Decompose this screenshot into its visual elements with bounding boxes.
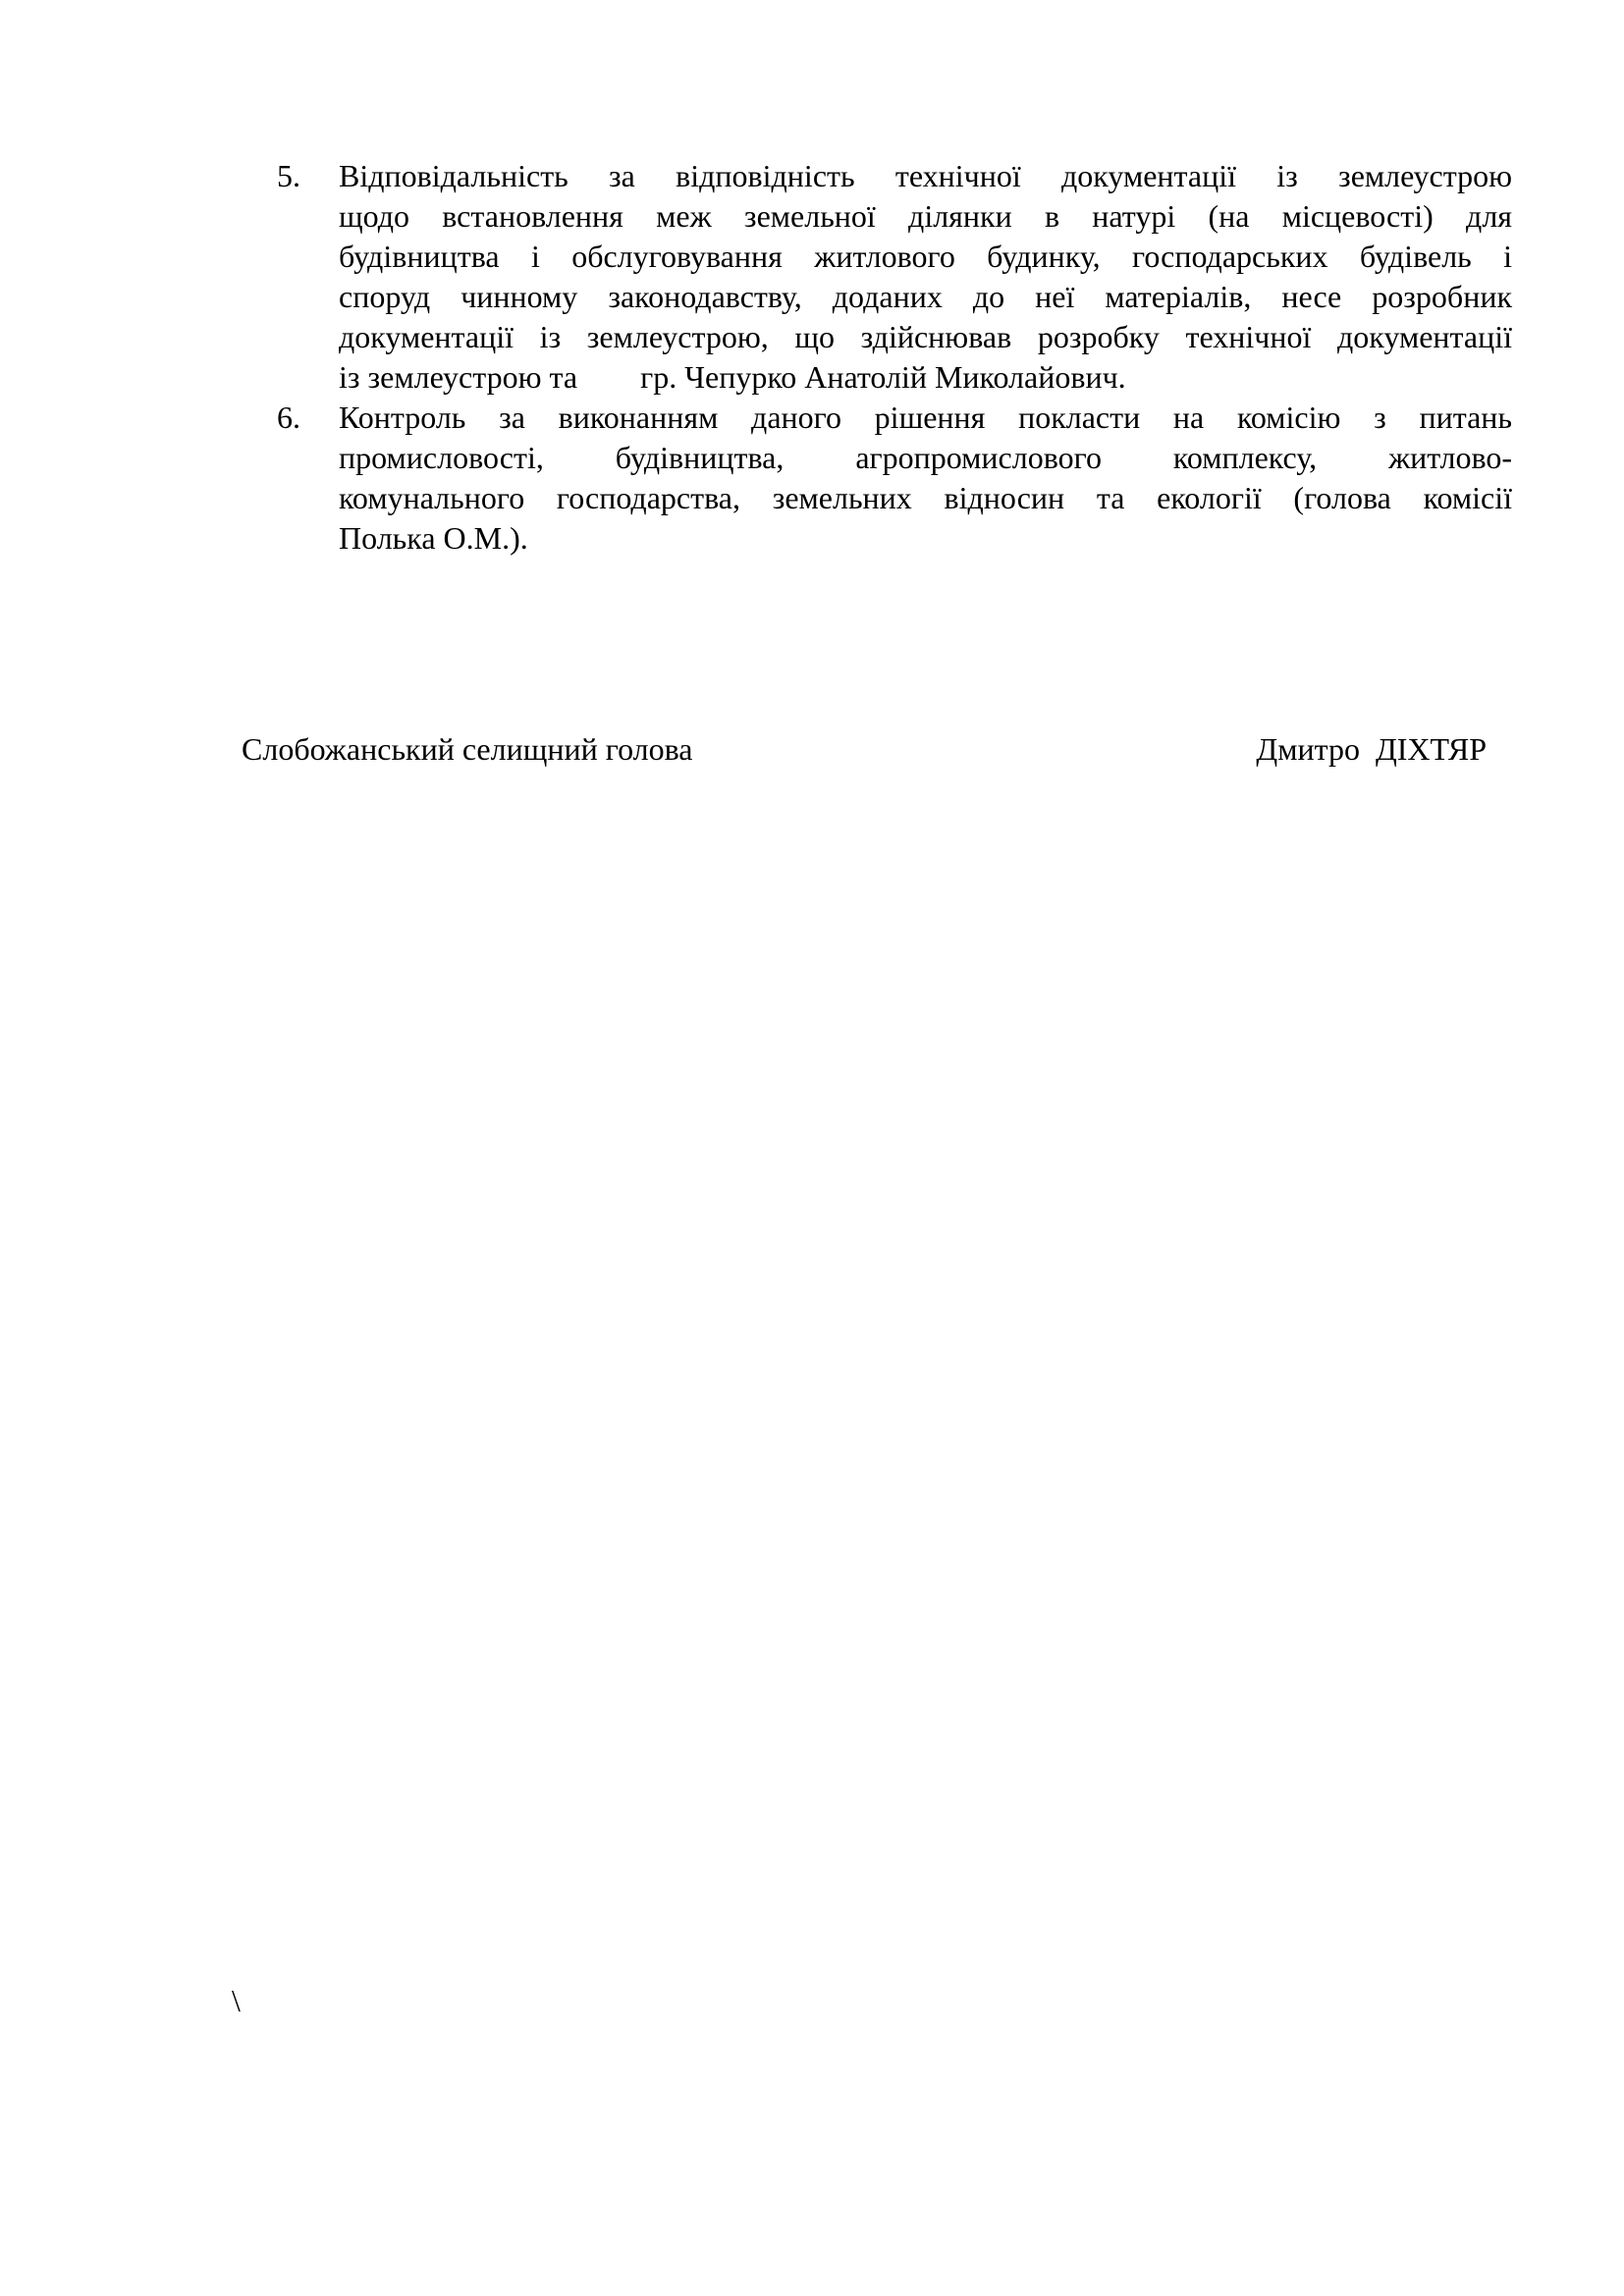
item-line: щодо встановлення меж земельної ділянки в натурі (на місцевості) для [339, 198, 1512, 234]
item-line: Полька О.М.). [339, 520, 528, 556]
item-line: Відповідальність за відповідність технічної документації із землеустрою [339, 158, 1512, 193]
item-number: 5. [277, 158, 300, 193]
item-line: споруд чинному законодавству, доданих до неї матеріалів, несе розробник [339, 279, 1512, 314]
signature-name: Дмитро ДІХТЯР [1256, 731, 1487, 767]
item-line: промисловості, будівництва, агропромислового комплексу, житлово- [339, 440, 1512, 475]
signature-title: Слобожанський селищний голова [242, 731, 693, 767]
item-line: будівництва і обслуговування житлового будинку, господарських будівель і [339, 239, 1512, 274]
item-number: 6. [277, 400, 300, 435]
item-line: комунального господарства, земельних відносин та екології (голова комісії [339, 480, 1512, 515]
item-line: Контроль за виконанням даного рішення покласти на комісію з питань [339, 400, 1512, 435]
stray-backslash: \ [232, 1983, 241, 2018]
item-line: із землеустрою та гр. Чепурко Анатолій Миколайович. [339, 359, 1126, 395]
item-line: документації із землеустрою, що здійснював розробку технічної документації [339, 319, 1512, 354]
signature-block [242, 729, 1487, 773]
